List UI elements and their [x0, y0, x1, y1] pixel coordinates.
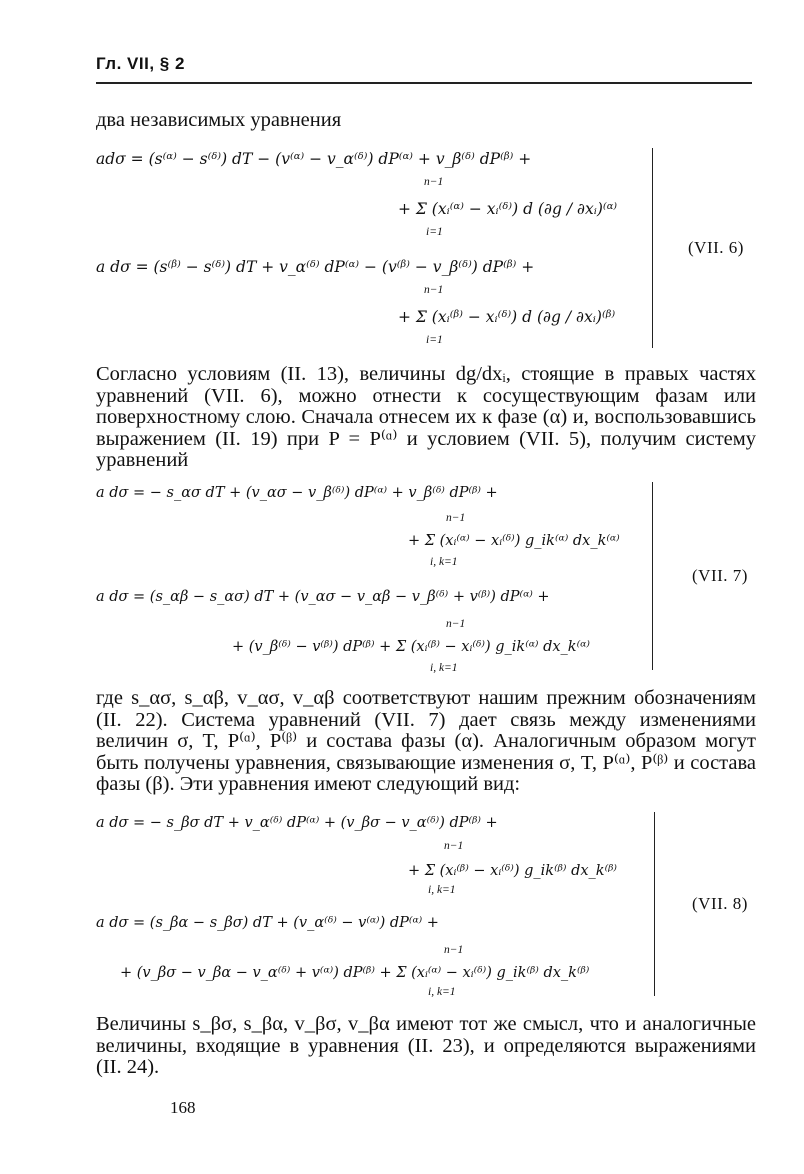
eq-vii6-line1: adσ = (s⁽ᵅ⁾ − s⁽ᵟ⁾) dT − (v⁽ᵅ⁾ − v_α⁽ᵟ⁾) dP⁽ᵅ⁾ + v_β⁽ᵟ⁾ dP⁽ᵝ⁾ + [96, 150, 532, 168]
eq-vii6-line3: a dσ = (s⁽ᵝ⁾ − s⁽ᵟ⁾) dT + v_α⁽ᵟ⁾ dP⁽ᵅ⁾ − (v⁽ᵝ⁾ − v_β⁽ᵟ⁾) dP⁽ᵝ⁾ + [96, 258, 535, 276]
eq-vii7-sum-lower-2: i, k=1 [430, 662, 458, 674]
eq-vii8-sum-lower-2: i, k=1 [428, 986, 456, 998]
eq-vii8-line1: a dσ = − s_βσ dT + v_α⁽ᵟ⁾ dP⁽ᵅ⁾ + (v_βσ − v_α⁽ᵟ⁾) dP⁽ᵝ⁾ + [96, 815, 498, 831]
eq-vii7-line2: + Σ (xᵢ⁽ᵅ⁾ − xᵢ⁽ᵟ⁾) g_ik⁽ᵅ⁾ dx_k⁽ᵅ⁾ [408, 533, 620, 549]
eq-vii7-line1: a dσ = − s_ασ dT + (v_ασ − v_β⁽ᵟ⁾) dP⁽ᵅ⁾ + v_β⁽ᵟ⁾ dP⁽ᵝ⁾ + [96, 485, 498, 501]
intro-text: два независимых уравнения [96, 109, 342, 131]
eq-vii6-number: (VII. 6) [688, 238, 744, 257]
eq-vii6-line2: + Σ (xᵢ⁽ᵅ⁾ − xᵢ⁽ᵟ⁾) d (∂g / ∂xᵢ)⁽ᵅ⁾ [398, 200, 618, 218]
eq-vii8-line2: + Σ (xᵢ⁽ᵝ⁾ − xᵢ⁽ᵟ⁾) g_ik⁽ᵝ⁾ dx_k⁽ᵝ⁾ [408, 863, 617, 879]
eq-vii8-number: (VII. 8) [692, 894, 748, 913]
eq-vii8-sum-upper-2: n−1 [444, 944, 464, 956]
eq-vii7-bracket [652, 482, 653, 670]
eq-vii8-bracket [654, 812, 655, 996]
paragraph-2: Согласно условиям (II. 13), величины dg/dxᵢ, стоящие в правых частях уравнений (VII. 6), можно отнести к сосуществующим фазам или поверхностному слою. Сначала отнесем их к фазе (α) и, воспользовавшись выражением (II. 19) при P = P⁽ᵅ⁾ и условием (VII. 5), получим систему уравнений [96, 363, 756, 472]
page-number: 168 [170, 1098, 196, 1117]
header-rule [96, 82, 752, 84]
eq-vii6-sum-upper-1: n−1 [424, 176, 444, 188]
paragraph-3: где s_ασ, s_αβ, v_ασ, v_αβ соответствуют нашим прежним обозначениям (II. 22). Система уравнений (VII. 7) дает связь между изменениями величин σ, T, P⁽ᵅ⁾, P⁽ᵝ⁾ и состава фазы (α). Аналогичным образом могут быть получены уравнения, связывающие изменения σ, T, P⁽ᵅ⁾, P⁽ᵝ⁾ и состава фазы (β). Эти уравнения имеют следующий вид: [96, 687, 756, 796]
eq-vii8-sum-upper-1: n−1 [444, 840, 464, 852]
eq-vii8-line4: + (v_βσ − v_βα − v_α⁽ᵟ⁾ + v⁽ᵅ⁾) dP⁽ᵝ⁾ + Σ (xᵢ⁽ᵅ⁾ − xᵢ⁽ᵟ⁾) g_ik⁽ᵝ⁾ dx_k⁽ᵝ⁾ [120, 965, 590, 981]
eq-vii7-sum-lower-1: i, k=1 [430, 556, 458, 568]
eq-vii6-sum-upper-2: n−1 [424, 284, 444, 296]
eq-vii7-sum-upper-1: n−1 [446, 512, 466, 524]
eq-vii6-line4: + Σ (xᵢ⁽ᵝ⁾ − xᵢ⁽ᵟ⁾) d (∂g / ∂xᵢ)⁽ᵝ⁾ [398, 308, 616, 326]
eq-vii6-sum-lower-2: i=1 [426, 334, 443, 346]
eq-vii8-line3: a dσ = (s_βα − s_βσ) dT + (v_α⁽ᵟ⁾ − v⁽ᵅ⁾) dP⁽ᵅ⁾ + [96, 915, 439, 931]
eq-vii6-bracket [652, 148, 653, 348]
eq-vii7-line3: a dσ = (s_αβ − s_ασ) dT + (v_ασ − v_αβ − v_β⁽ᵟ⁾ + v⁽ᵝ⁾) dP⁽ᵅ⁾ + [96, 589, 550, 605]
paragraph-4: Величины s_βσ, s_βα, v_βσ, v_βα имеют тот же смысл, что и аналогичные величины, входящие в уравнения (II. 23), и определяются выражениями (II. 24). [96, 1013, 756, 1079]
eq-vii7-number: (VII. 7) [692, 566, 748, 585]
eq-vii6-sum-lower-1: i=1 [426, 226, 443, 238]
eq-vii7-line4: + (v_β⁽ᵟ⁾ − v⁽ᵝ⁾) dP⁽ᵝ⁾ + Σ (xᵢ⁽ᵝ⁾ − xᵢ⁽ᵟ⁾) g_ik⁽ᵅ⁾ dx_k⁽ᵅ⁾ [232, 639, 590, 655]
chapter-header: Гл. VII, § 2 [96, 54, 185, 73]
eq-vii7-sum-upper-2: n−1 [446, 618, 466, 630]
eq-vii8-sum-lower-1: i, k=1 [428, 884, 456, 896]
